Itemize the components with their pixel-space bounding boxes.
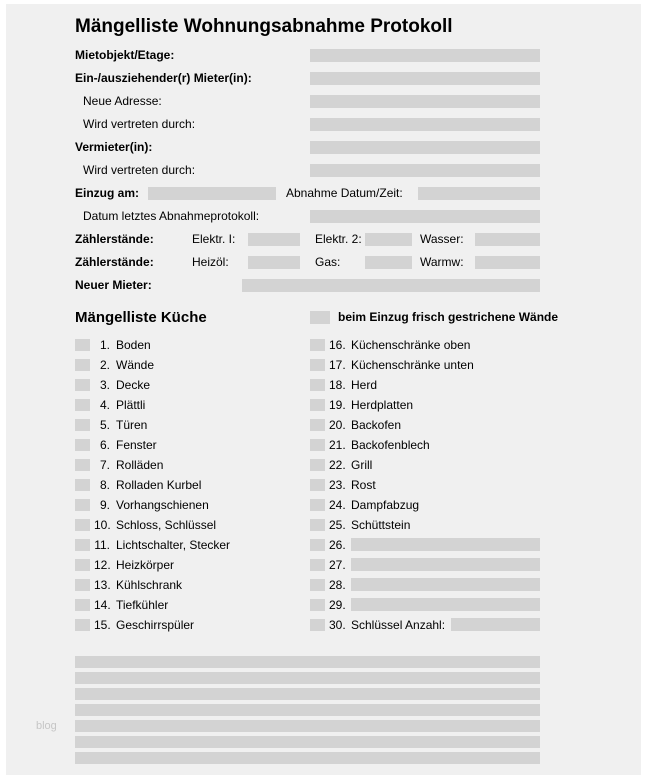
- checklist-item-18: [310, 378, 540, 391]
- item-checkbox[interactable]: [75, 439, 90, 451]
- mietobjekt-label: Mietobjekt/Etage:: [75, 48, 175, 62]
- vertreten-mieter-label: Wird vertreten durch:: [83, 117, 196, 131]
- checklist-item-20: [310, 418, 540, 431]
- item-checkbox[interactable]: [75, 579, 90, 591]
- item-checkbox[interactable]: [75, 619, 90, 631]
- mietobjekt-input[interactable]: [310, 49, 540, 62]
- item-label: Backofen: [351, 417, 402, 432]
- checklist-item-30: [310, 618, 540, 631]
- item-number: 20.: [329, 417, 346, 432]
- zaehler2-gas-group: [315, 255, 420, 269]
- vertreten-vermieter-input[interactable]: [310, 164, 540, 177]
- checklist-left-column: [75, 338, 310, 638]
- item-number: 4.: [99, 397, 110, 412]
- field-row-neue-adresse: [75, 94, 540, 108]
- checklist-item-29: [310, 598, 540, 611]
- heizoel-input[interactable]: [248, 256, 300, 269]
- item-label: Decke: [116, 377, 151, 392]
- item-checkbox[interactable]: [310, 499, 325, 511]
- field-row-vermieter: [75, 140, 540, 154]
- neuer-mieter-input[interactable]: [242, 279, 540, 292]
- elektr2-input[interactable]: [365, 233, 412, 246]
- item-checkbox[interactable]: [310, 379, 325, 391]
- checklist-item-3: [75, 378, 310, 391]
- item-number: 6.: [99, 437, 110, 452]
- field-row-mieter: [75, 71, 540, 85]
- checklist-item-16: [310, 338, 540, 351]
- zaehler1-elektr1-group: [192, 232, 315, 246]
- blank-line[interactable]: [75, 720, 540, 732]
- item-label: Schloss, Schlüssel: [116, 517, 217, 532]
- zaehler2-heizoel-group: [192, 255, 315, 269]
- checklist-item-17: [310, 358, 540, 371]
- checklist-item-22: [310, 458, 540, 471]
- item-label: Dampfabzug: [351, 497, 420, 512]
- item-number: 21.: [329, 437, 346, 452]
- wasser-input[interactable]: [475, 233, 540, 246]
- item-label: Backofenblech: [351, 437, 430, 452]
- checklist-item-15: [75, 618, 310, 631]
- item-number: 28.: [329, 577, 346, 592]
- item-number: 14.: [94, 597, 111, 612]
- checklist-item-5: [75, 418, 310, 431]
- vermieter-input[interactable]: [310, 141, 540, 154]
- item-label: Rolläden: [116, 457, 164, 472]
- item-checkbox[interactable]: [75, 339, 90, 351]
- checklist-item-23: [310, 478, 540, 491]
- item-label: Geschirrspüler: [116, 617, 195, 632]
- item-number: 7.: [99, 457, 110, 472]
- abnahme-label: Abnahme Datum/Zeit:: [286, 186, 403, 200]
- notes-area: [75, 656, 540, 764]
- letztes-protokoll-label: Datum letztes Abnahmeprotokoll:: [83, 209, 260, 223]
- letztes-protokoll-input[interactable]: [310, 210, 540, 223]
- item-label: Schüttstein: [351, 517, 411, 532]
- checklist-item-7: [75, 458, 310, 471]
- item-checkbox[interactable]: [75, 359, 90, 371]
- item-checkbox[interactable]: [75, 559, 90, 571]
- item-input[interactable]: [351, 578, 540, 591]
- item-number: 8.: [99, 477, 110, 492]
- item-label: Rolladen Kurbel: [116, 477, 202, 492]
- item-number: 19.: [329, 397, 346, 412]
- item-number: 22.: [329, 457, 346, 472]
- elektr2-label: Elektr. 2:: [315, 232, 362, 246]
- checklist-item-13: [75, 578, 310, 591]
- blank-line[interactable]: [75, 656, 540, 668]
- fresh-paint-checkbox[interactable]: [310, 311, 330, 324]
- item-checkbox[interactable]: [310, 599, 325, 611]
- item-label: Grill: [351, 457, 373, 472]
- gas-label: Gas:: [315, 255, 341, 269]
- item-number: 18.: [329, 377, 346, 392]
- item-number: 10.: [94, 517, 111, 532]
- item-checkbox[interactable]: [75, 419, 90, 431]
- item-number: 11.: [94, 537, 110, 552]
- item-number: 26.: [329, 537, 346, 552]
- item-checkbox[interactable]: [75, 379, 90, 391]
- item-checkbox[interactable]: [310, 479, 325, 491]
- blank-line[interactable]: [75, 672, 540, 684]
- checklist-item-11: [75, 538, 310, 551]
- item-input[interactable]: [351, 598, 540, 611]
- item-label: Schlüssel Anzahl:: [351, 617, 446, 632]
- checklist-item-19: [310, 398, 540, 411]
- field-row-einzug: [75, 186, 540, 200]
- item-label: Herdplatten: [351, 397, 414, 412]
- item-input[interactable]: [351, 538, 540, 551]
- elektr1-label: Elektr. I:: [192, 232, 236, 246]
- neue-adresse-label: Neue Adresse:: [83, 94, 162, 108]
- item-number: 12.: [94, 557, 111, 572]
- item-number: 30.: [329, 617, 346, 632]
- item-number: 16.: [329, 337, 346, 352]
- item-checkbox[interactable]: [75, 599, 90, 611]
- blank-line[interactable]: [75, 736, 540, 748]
- einzug-label: Einzug am:: [75, 186, 140, 200]
- item-checkbox[interactable]: [310, 459, 325, 471]
- checklist-item-4: [75, 398, 310, 411]
- item-checkbox[interactable]: [75, 399, 90, 411]
- checklist-item-14: [75, 598, 310, 611]
- item-checkbox[interactable]: [310, 399, 325, 411]
- field-row-vertreten-mieter: [75, 117, 540, 131]
- zaehler1-label: Zählerstände:: [75, 232, 154, 246]
- item-label: Lichtschalter, Stecker: [116, 537, 231, 552]
- checklist-item-6: [75, 438, 310, 451]
- checklist-item-27: [310, 558, 540, 571]
- form-content: [75, 16, 559, 768]
- checklist-right-column: [310, 338, 540, 638]
- item-label: Wände: [116, 357, 155, 372]
- checklist-item-24: [310, 498, 540, 511]
- elektr1-input[interactable]: [248, 233, 300, 246]
- checklist-item-28: [310, 578, 540, 591]
- item-number: 23.: [329, 477, 346, 492]
- warmw-label: Warmw:: [420, 255, 464, 269]
- schluessel-anzahl-input[interactable]: [451, 618, 540, 631]
- vertreten-mieter-input[interactable]: [310, 118, 540, 131]
- page-title: Mängelliste Wohnungsabnahme Protokoll: [75, 16, 453, 37]
- field-row-neuer-mieter: [75, 278, 540, 292]
- watermark: blog: [36, 720, 57, 732]
- item-label: Boden: [116, 337, 151, 352]
- neuer-mieter-label: Neuer Mieter:: [75, 278, 152, 292]
- field-row-zaehler-1: [75, 232, 540, 246]
- item-number: 25.: [329, 517, 346, 532]
- checklist-item-9: [75, 498, 310, 511]
- item-number: 3.: [99, 377, 110, 392]
- item-checkbox[interactable]: [75, 499, 90, 511]
- item-label: Vorhangschienen: [116, 497, 209, 512]
- item-number: 27.: [329, 557, 346, 572]
- blank-line[interactable]: [75, 704, 540, 716]
- heizoel-label: Heizöl:: [192, 255, 229, 269]
- zaehler1-elektr2-group: [315, 232, 420, 246]
- item-label: Plättli: [116, 397, 146, 412]
- item-checkbox[interactable]: [75, 539, 90, 551]
- checklist-item-26: [310, 538, 540, 551]
- checklist-item-12: [75, 558, 310, 571]
- item-checkbox[interactable]: [310, 359, 325, 371]
- item-checkbox[interactable]: [310, 419, 325, 431]
- item-label: Küchenschränke oben: [351, 337, 471, 352]
- blank-line[interactable]: [75, 688, 540, 700]
- kitchen-heading: Mängelliste Küche: [75, 308, 207, 326]
- item-checkbox[interactable]: [75, 479, 90, 491]
- item-checkbox[interactable]: [75, 459, 90, 471]
- item-label: Fenster: [116, 437, 157, 452]
- abnahme-input[interactable]: [418, 187, 540, 200]
- item-number: 5.: [99, 417, 110, 432]
- neue-adresse-input[interactable]: [310, 95, 540, 108]
- blank-line[interactable]: [75, 752, 540, 764]
- item-checkbox[interactable]: [310, 619, 325, 631]
- item-checkbox[interactable]: [310, 519, 325, 531]
- document-page: [6, 4, 641, 775]
- checklist-item-21: [310, 438, 540, 451]
- item-input[interactable]: [351, 558, 540, 571]
- item-label: Türen: [116, 417, 148, 432]
- item-label: Herd: [351, 377, 378, 392]
- fresh-paint-note: beim Einzug frisch gestrichene Wände: [338, 310, 559, 324]
- checklist-item-1: [75, 338, 310, 351]
- item-checkbox[interactable]: [310, 559, 325, 571]
- field-row-vertreten-vermieter: [75, 163, 540, 177]
- item-checkbox[interactable]: [310, 539, 325, 551]
- zaehler1-wasser-group: [420, 232, 540, 246]
- item-checkbox[interactable]: [75, 519, 90, 531]
- item-number: 13.: [94, 577, 111, 592]
- checklist-item-25: [310, 518, 540, 531]
- item-checkbox[interactable]: [310, 579, 325, 591]
- wasser-label: Wasser:: [420, 232, 464, 246]
- item-label: Kühlschrank: [116, 577, 183, 592]
- item-checkbox[interactable]: [310, 339, 325, 351]
- kitchen-section-header: [75, 308, 559, 326]
- warmw-input[interactable]: [475, 256, 540, 269]
- item-label: Küchenschränke unten: [351, 357, 474, 372]
- field-row-mietobjekt: [75, 48, 540, 62]
- checklist: [75, 338, 540, 638]
- vermieter-label: Vermieter(in):: [75, 140, 153, 154]
- mieter-input[interactable]: [310, 72, 540, 85]
- item-number: 17.: [329, 357, 346, 372]
- mieter-label: Ein-/ausziehender(r) Mieter(in):: [75, 71, 252, 85]
- checklist-item-8: [75, 478, 310, 491]
- item-number: 9.: [99, 497, 110, 512]
- item-number: 15.: [94, 617, 111, 632]
- checklist-item-2: [75, 358, 310, 371]
- item-number: 24.: [329, 497, 346, 512]
- zaehler2-label: Zählerstände:: [75, 255, 154, 269]
- item-label: Tiefkühler: [116, 597, 169, 612]
- item-label: Rost: [351, 477, 376, 492]
- einzug-input[interactable]: [148, 187, 276, 200]
- item-label: Heizkörper: [116, 557, 175, 572]
- field-row-zaehler-2: [75, 255, 540, 269]
- checklist-item-10: [75, 518, 310, 531]
- field-row-letztes-protokoll: [75, 209, 540, 223]
- gas-input[interactable]: [365, 256, 412, 269]
- vertreten-vermieter-label: Wird vertreten durch:: [83, 163, 196, 177]
- item-checkbox[interactable]: [310, 439, 325, 451]
- item-number: 1.: [99, 337, 110, 352]
- item-number: 2.: [99, 357, 110, 372]
- zaehler2-warmw-group: [420, 255, 540, 269]
- item-number: 29.: [329, 597, 346, 612]
